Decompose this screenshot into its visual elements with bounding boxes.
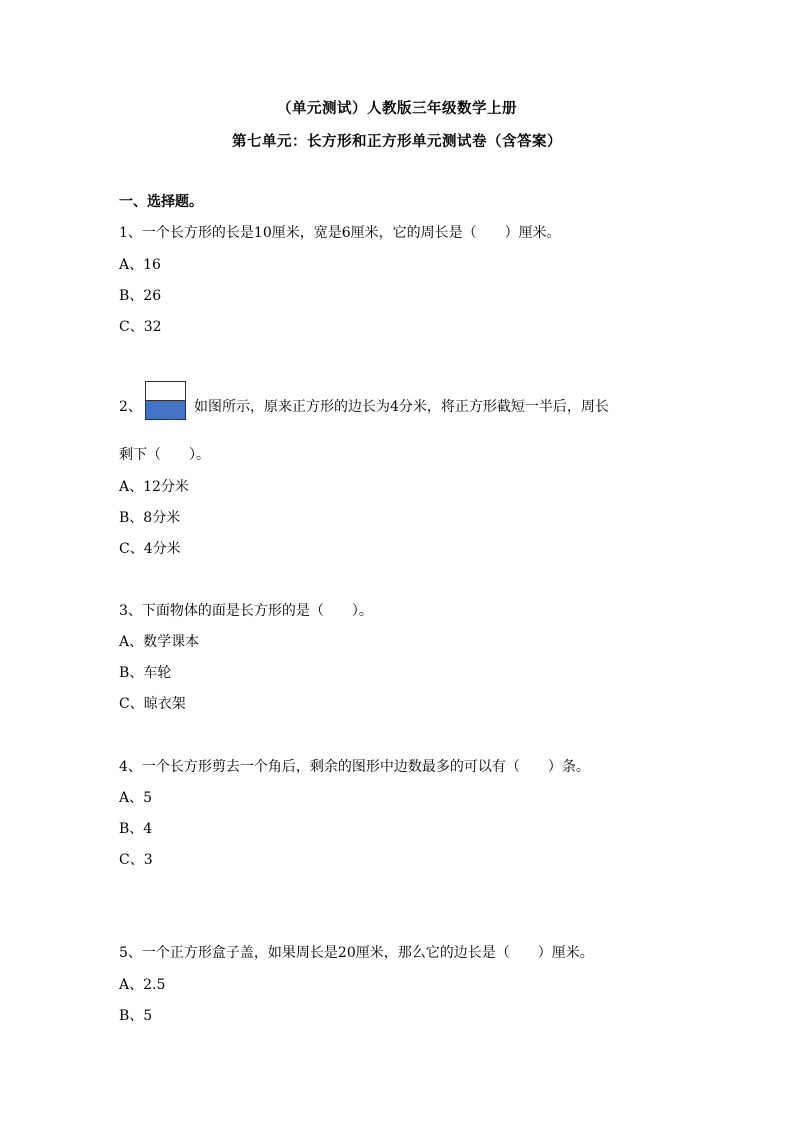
question-1-option-a: A、16 [119,257,161,273]
shaded-half [146,400,185,420]
question-1-stem: 1、一个长方形的长是10厘米，宽是6厘米，它的周长是（ ）厘米。 [119,225,561,241]
question-2-option-b: B、8分米 [119,510,181,526]
question-1-option-b: B、26 [119,288,162,304]
question-1-option-c: C、32 [119,319,162,335]
question-2-option-c: C、4分米 [119,541,181,557]
question-2-stem-part1: 如图所示，原来正方形的边长为4分米，将正方形截短一半后，周长 [194,399,609,415]
question-2-option-a: A、12分米 [119,479,189,495]
question-5-option-b: B、5 [119,1008,153,1024]
question-3-option-b: B、车轮 [119,665,172,681]
question-4-stem: 4、一个长方形剪去一个角后，剩余的图形中边数最多的可以有（ ）条。 [119,759,590,775]
question-4-option-a: A、5 [119,790,153,806]
question-3-option-a: A、数学课本 [119,634,200,650]
document-subtitle: 第七单元：长方形和正方形单元测试卷（含答案） [232,133,562,150]
section-heading: 一、选择题。 [119,194,203,210]
half-shaded-square-figure [145,381,186,420]
question-5-stem: 5、一个正方形盒子盖，如果周长是20厘米，那么它的边长是（ ）厘米。 [119,945,594,961]
question-4-option-c: C、3 [119,852,153,868]
question-5-option-a: A、2.5 [119,977,166,993]
question-2-number: 2、 [119,399,142,415]
question-4-option-b: B、4 [119,821,153,837]
document-title: （单元测试）人教版三年级数学上册 [277,100,517,117]
question-2-stem-part2: 剩下（ ）。 [119,447,210,463]
question-3-stem: 3、下面物体的面是长方形的是（ ）。 [119,603,373,619]
question-3-option-c: C、晾衣架 [119,696,186,712]
